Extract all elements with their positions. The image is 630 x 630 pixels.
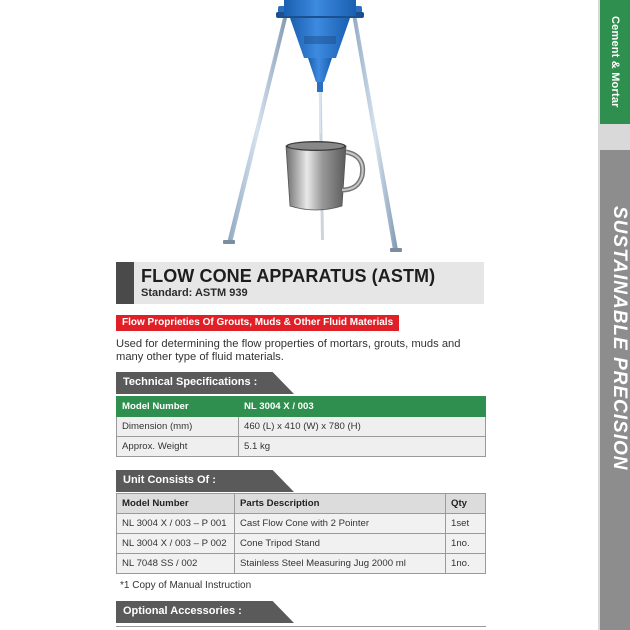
table-row <box>117 437 486 457</box>
table-cell: 5.1 kg <box>239 437 486 457</box>
header-cell: NL 3004 X / 003 <box>239 397 486 417</box>
table-cell: NL 7048 SS / 002 <box>117 554 235 574</box>
table-cell: NL 3004 X / 003 – P 001 <box>117 514 235 534</box>
table-row <box>117 417 486 437</box>
slogan-text: SUSTAINABLE PRECISION <box>609 205 630 471</box>
table-row <box>117 534 486 554</box>
table-cell: Stainless Steel Measuring Jug 2000 ml <box>235 554 446 574</box>
optional-table-edge <box>116 626 486 630</box>
optional-accessories-heading <box>116 601 294 623</box>
tripod-leg-left <box>227 14 288 243</box>
unit-consists-heading <box>116 470 294 492</box>
table-cell: 1no. <box>446 534 486 554</box>
title-accent-bar <box>116 262 134 304</box>
table-cell: 1set <box>446 514 486 534</box>
technical-specs-table <box>116 396 486 457</box>
technical-specs-heading <box>116 372 294 394</box>
table-cell: Dimension (mm) <box>117 417 239 437</box>
table-cell: NL 3004 X / 003 – P 002 <box>117 534 235 554</box>
table-cell: Cast Flow Cone with 2 Pointer <box>235 514 446 534</box>
table-header-row <box>117 397 486 417</box>
manual-note: *1 Copy of Manual Instruction <box>120 580 252 591</box>
header-cell: Model Number <box>117 494 235 514</box>
table-header-row <box>117 494 486 514</box>
application-tag: Flow Proprieties Of Grouts, Muds & Other Fluid Materials <box>116 315 399 331</box>
flow-cone-apparatus-image <box>220 0 420 262</box>
table-cell: Approx. Weight <box>117 437 239 457</box>
table-cell: Cone Tripod Stand <box>235 534 446 554</box>
header-cell: Model Number <box>117 397 239 417</box>
table-row <box>117 554 486 574</box>
unit-consists-table <box>116 493 486 574</box>
product-standard: Standard: ASTM 939 <box>141 287 248 299</box>
header-cell: Parts Description <box>235 494 446 514</box>
product-description: Used for determining the flow properties of mortars, grouts, muds and many other type of fluid materials. <box>116 338 461 363</box>
category-label: Cement & Mortar <box>609 16 621 108</box>
technical-specs-heading-text: Technical Specifications : <box>123 376 258 388</box>
table-cell: 460 (L) x 410 (W) x 780 (H) <box>239 417 486 437</box>
measuring-jug <box>286 146 346 210</box>
table-cell: 1no. <box>446 554 486 574</box>
tripod-leg-right <box>352 14 398 250</box>
optional-accessories-heading-text: Optional Accessories : <box>123 605 242 617</box>
unit-consists-heading-text: Unit Consists Of : <box>123 474 216 486</box>
header-cell: Qty <box>446 494 486 514</box>
product-title: FLOW CONE APPARATUS (ASTM) <box>141 266 436 286</box>
table-row <box>117 514 486 534</box>
